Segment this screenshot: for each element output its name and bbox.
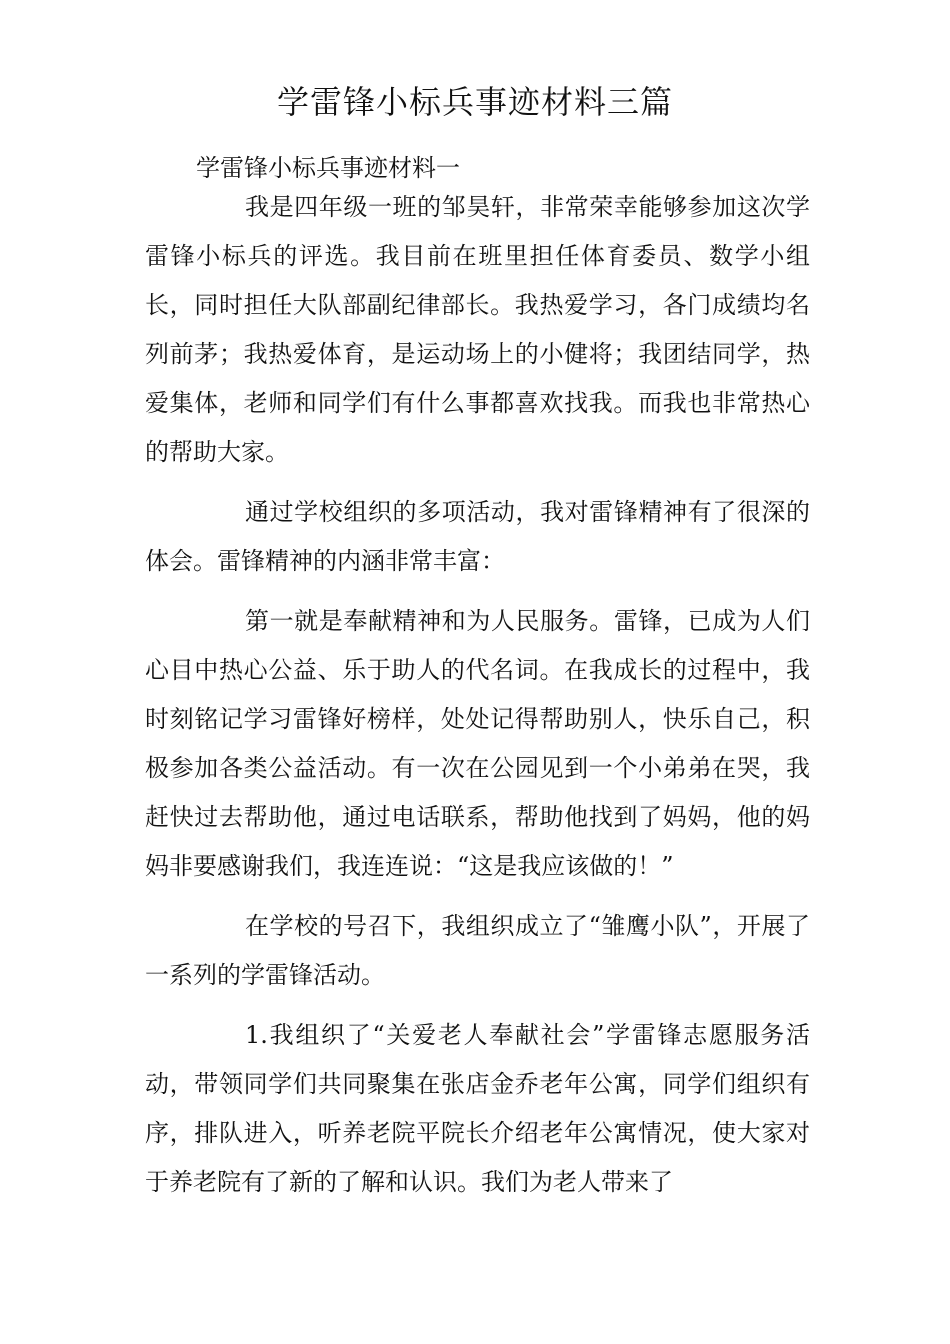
section-heading: 学雷锋小标兵事迹材料一 <box>196 154 460 182</box>
paragraph-dedication: 第一就是奉献精神和为人民服务。雷锋，已成为人们心目中热心公益、乐于助人的代名词。在我成长的过程中，我时刻铭记学习雷锋好榜样，处处记得帮助别人，快乐自己，积极参加各类公益活动。有一次在公园见到一个小弟弟在哭，我赶快过去帮助他，通过电话联系，帮助他找到了妈妈，他的妈妈非要感谢我们，我连连说：“这是我应该做的！” <box>145 607 810 880</box>
document-title: 学雷锋小标兵事迹材料三篇 <box>276 83 673 121</box>
paragraph-activity-1: 1.我组织了“关爱老人奉献社会”学雷锋志愿服务活动，带领同学们共同聚集在张店金乔老年公寓，同学们组织有序，排队进入，听养老院平院长介绍老年公寓情况，使大家对于养老院有了新的了解和认识。我们为老人带来了 <box>145 1021 810 1196</box>
paragraph-team: 在学校的号召下，我组织成立了“雏鹰小队”，开展了一系列的学雷锋活动。 <box>145 912 810 989</box>
paragraph-spirit: 通过学校组织的多项活动，我对雷锋精神有了很深的体会。雷锋精神的内涵非常丰富： <box>145 498 810 575</box>
document-body <box>145 183 810 1218</box>
paragraph-intro: 我是四年级一班的邹昊轩，非常荣幸能够参加这次学雷锋小标兵的评选。我目前在班里担任体育委员、数学小组长，同时担任大队部副纪律部长。我热爱学习，各门成绩均名列前茅；我热爱体育，是运动场上的小健将；我团结同学，热爱集体，老师和同学们有什么事都喜欢找我。而我也非常热心的帮助大家。 <box>145 193 810 466</box>
